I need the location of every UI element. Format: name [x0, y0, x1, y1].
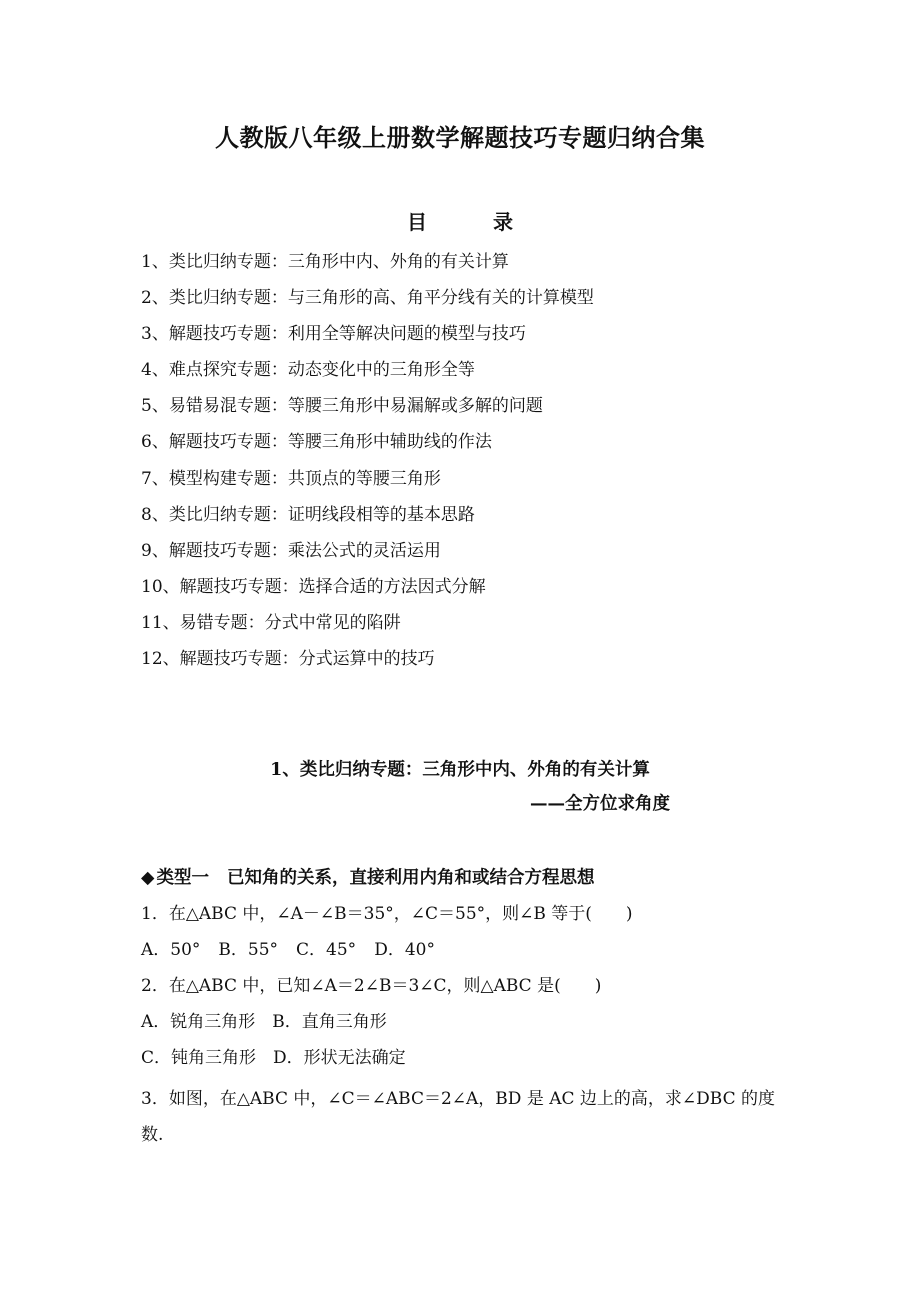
toc-item[interactable]: 3、解题技巧专题：利用全等解决问题的模型与技巧	[141, 324, 526, 345]
question-2-options-line-1: A．锐角三角形 B．直角三角形	[141, 1012, 387, 1032]
table-of-contents	[141, 248, 594, 681]
question-2-options-line-2: C．钝角三角形 D．形状无法确定	[141, 1048, 406, 1068]
section-subtitle: ——全方位求角度	[530, 794, 670, 814]
question-1-option-a: A．50°	[141, 940, 201, 960]
toc-item[interactable]: 5、易错易混专题：等腰三角形中易漏解或多解的问题	[141, 396, 543, 417]
toc-heading	[0, 206, 920, 235]
toc-item[interactable]: 2、类比归纳专题：与三角形的高、角平分线有关的计算模型	[141, 288, 594, 309]
question-1-option-b: B．55°	[218, 940, 279, 960]
question-3-stem: 3．如图，在△ABC 中，∠C＝∠ABC＝2∠A，BD 是 AC 边上的高，求∠DBC 的度数.	[141, 1089, 776, 1145]
section-title: 1、类比归纳专题：三角形中内、外角的有关计算	[270, 760, 650, 780]
toc-item[interactable]: 7、模型构建专题：共顶点的等腰三角形	[141, 468, 441, 489]
toc-heading-right: 录	[493, 210, 513, 234]
question-1-option-c: C．45°	[296, 940, 357, 960]
document-title: 人教版八年级上册数学解题技巧专题归纳合集	[215, 123, 705, 152]
question-2-stem: 2．在△ABC 中，已知∠A＝2∠B＝3∠C，则△ABC 是( )	[141, 976, 602, 996]
type-label: 类型一	[156, 868, 209, 888]
question-1-option-d: D．40°	[374, 940, 435, 960]
toc-item[interactable]: 4、难点探究专题：动态变化中的三角形全等	[141, 360, 475, 381]
toc-item[interactable]: 9、解题技巧专题：乘法公式的灵活运用	[141, 540, 441, 561]
type-heading	[141, 864, 594, 889]
diamond-bullet-icon: ◆	[141, 868, 155, 888]
toc-item[interactable]: 12、解题技巧专题：分式运算中的技巧	[141, 649, 435, 670]
toc-item[interactable]: 10、解题技巧专题：选择合适的方法因式分解	[141, 576, 486, 597]
toc-item[interactable]: 8、类比归纳专题：证明线段相等的基本思路	[141, 504, 475, 525]
toc-item[interactable]: 11、易错专题：分式中常见的陷阱	[141, 612, 401, 633]
question-1-options	[141, 936, 453, 964]
toc-item[interactable]: 1、类比归纳专题：三角形中内、外角的有关计算	[141, 252, 509, 272]
toc-heading-left: 目	[407, 210, 427, 234]
toc-item[interactable]: 6、解题技巧专题：等腰三角形中辅助线的作法	[141, 432, 492, 453]
type-text: 已知角的关系，直接利用内角和或结合方程思想	[226, 868, 595, 888]
question-1-stem: 1．在△ABC 中，∠A－∠B＝35°，∠C＝55°，则∠B 等于( )	[141, 904, 633, 924]
